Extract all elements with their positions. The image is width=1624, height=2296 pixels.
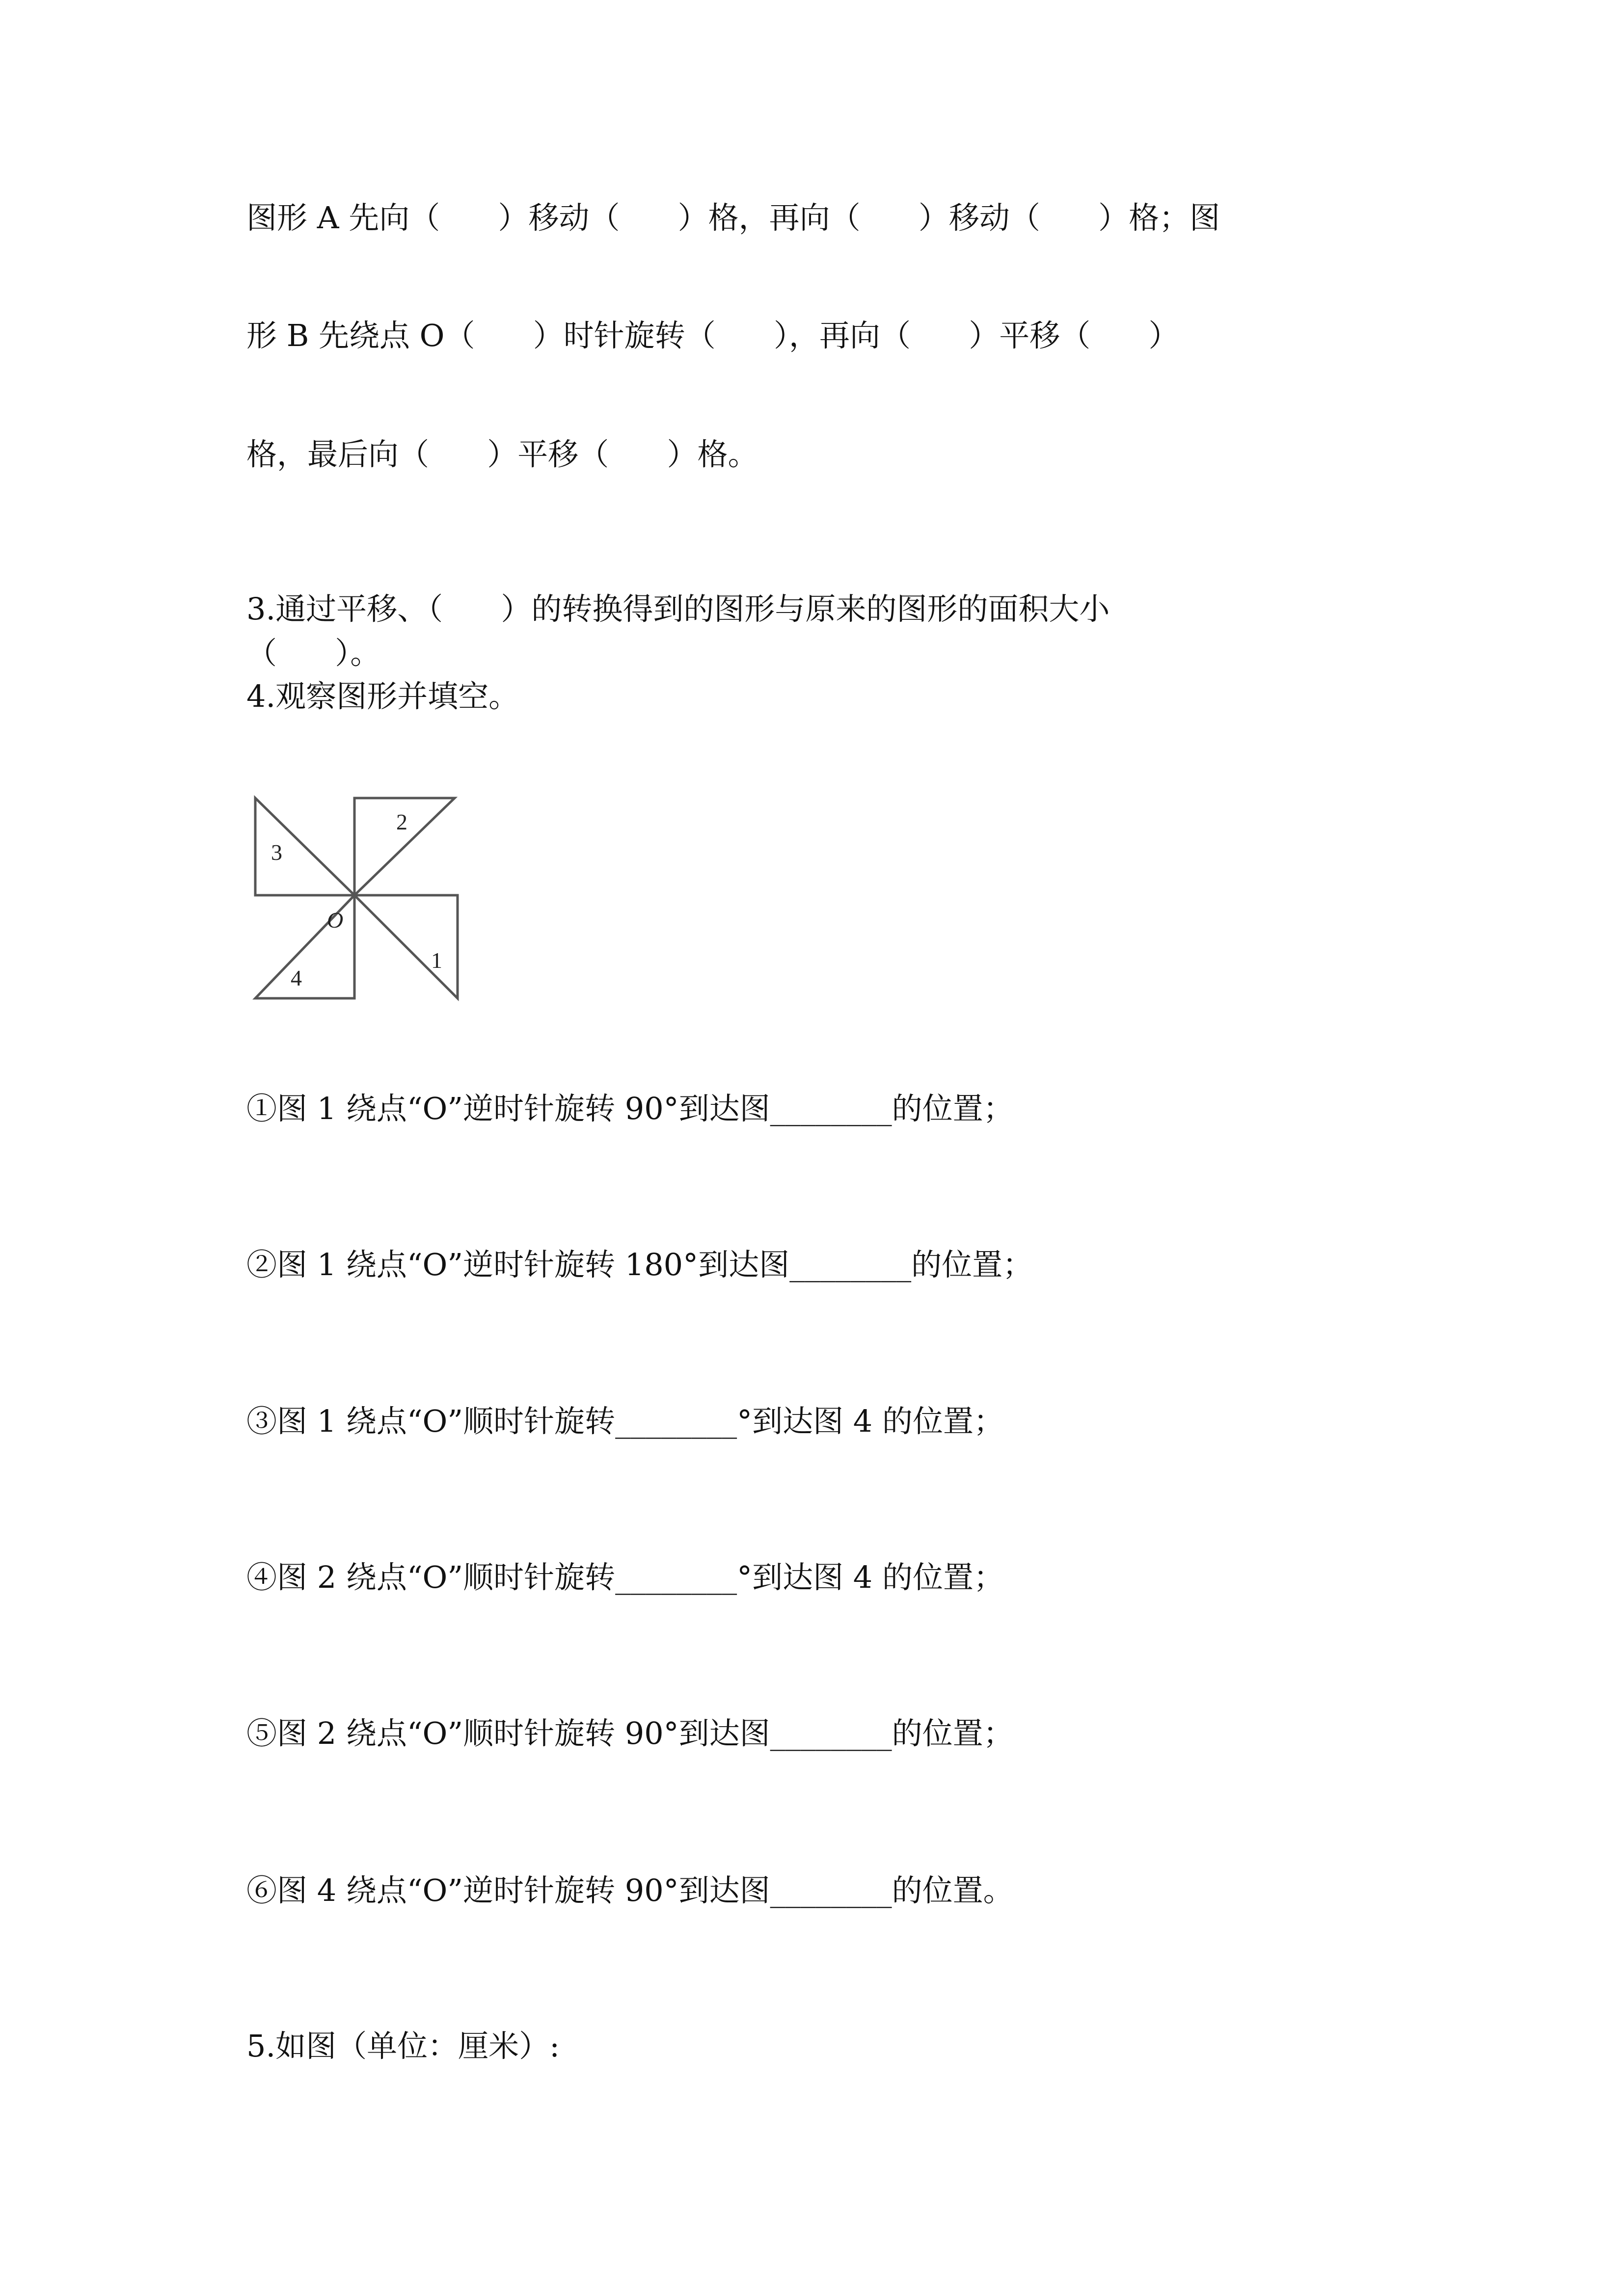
label-4: 4	[291, 965, 302, 990]
triangle-3	[255, 798, 354, 895]
q3-line-2: （ ）。	[246, 635, 381, 671]
q2-line-3: 格，最后向（ ）平移（ ）格。	[246, 436, 758, 472]
q3-line-1: 3.通过平移、（ ）的转换得到的图形与原来的图形的面积大小	[246, 591, 1110, 627]
q4-item-2: ②图 1 绕点“O”逆时针旋转 180°到达图________的位置；	[246, 1247, 1033, 1282]
center-label-o: O	[327, 908, 344, 933]
q4-item-5: ⑤图 2 绕点“O”顺时针旋转 90°到达图________的位置；	[246, 1715, 1014, 1751]
q4-title: 4.观察图形并填空。	[246, 678, 519, 714]
label-2: 2	[396, 809, 407, 834]
q4-item-4: ④图 2 绕点“O”顺时针旋转________°到达图 4 的位置；	[246, 1559, 1004, 1595]
label-1: 1	[431, 948, 442, 973]
q2-line-1: 图形 A 先向（ ）移动（ ）格，再向（ ）移动（ ）格；图	[246, 200, 1220, 236]
q4-item-1: ①图 1 绕点“O”逆时针旋转 90°到达图________的位置；	[246, 1091, 1014, 1126]
q4-item-6: ⑥图 4 绕点“O”逆时针旋转 90°到达图________的位置。	[246, 1872, 1014, 1908]
pinwheel-figure	[245, 785, 466, 1006]
triangle-1	[354, 895, 458, 998]
q2-line-2: 形 B 先绕点 O（ ）时针旋转（ ），再向（ ）平移（ ）	[246, 318, 1179, 353]
q5-title: 5.如图（单位：厘米）:	[246, 2028, 560, 2064]
label-3: 3	[271, 840, 282, 865]
q4-item-3: ③图 1 绕点“O”顺时针旋转________°到达图 4 的位置；	[246, 1403, 1004, 1439]
